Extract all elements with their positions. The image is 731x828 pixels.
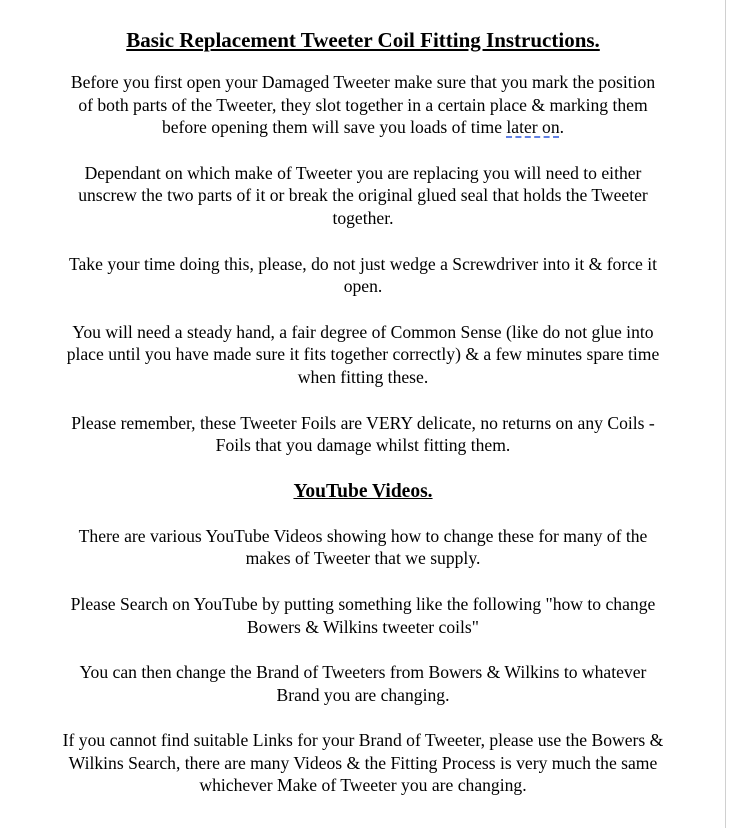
paragraph-mark-parts	[62, 71, 664, 139]
paragraph-delicate-warning: Please remember, these Tweeter Foils are VERY delicate, no returns on any Coils - Foils that you damage whilst fitting them.	[71, 412, 655, 456]
paragraph-text-end: .	[559, 117, 565, 138]
document-body	[62, 27, 664, 820]
paragraph-take-time: Take your time doing this, please, do not just wedge a Screwdriver into it & force it open.	[68, 253, 658, 297]
document-title: Basic Replacement Tweeter Coil Fitting Instructions.	[126, 28, 600, 52]
paragraph-search-youtube: Please Search on YouTube by putting something like the following "how to change Bowers & Wilkins tweeter coils"	[70, 593, 656, 637]
paragraph-open-tweeter: Dependant on which make of Tweeter you are replacing you will need to either unscrew the two parts of it or break the original glued seal that holds the Tweeter together.	[78, 162, 648, 228]
paragraph-change-brand: You can then change the Brand of Tweeters from Bowers & Wilkins to whatever Brand you are changing.	[79, 662, 647, 705]
paragraph-youtube-videos: There are various YouTube Videos showing how to change these for many of the makes of Tweeter that we supply.	[78, 525, 648, 569]
paragraph-no-links: If you cannot find suitable Links for your Brand of Tweeter, please use the Bowers & Wilkins Search, there are many Videos & the Fitting Process is very much the same whichever Make of Tweeter you are changing.	[62, 730, 664, 796]
section-heading-youtube: YouTube Videos.	[293, 480, 433, 502]
paragraph-text: Before you first open your Damaged Tweeter make sure that you mark the position of both parts of the Tweeter, they slot together in a certain place & marking them before opening them will save you loads of time	[70, 72, 656, 138]
paragraph-steady-hand: You will need a steady hand, a fair degree of Common Sense (like do not glue into place until you have made sure it fits together correctly) & a few minutes spare time when fitting these.	[66, 321, 660, 387]
spelling-flagged-text[interactable]: later on	[506, 117, 560, 138]
